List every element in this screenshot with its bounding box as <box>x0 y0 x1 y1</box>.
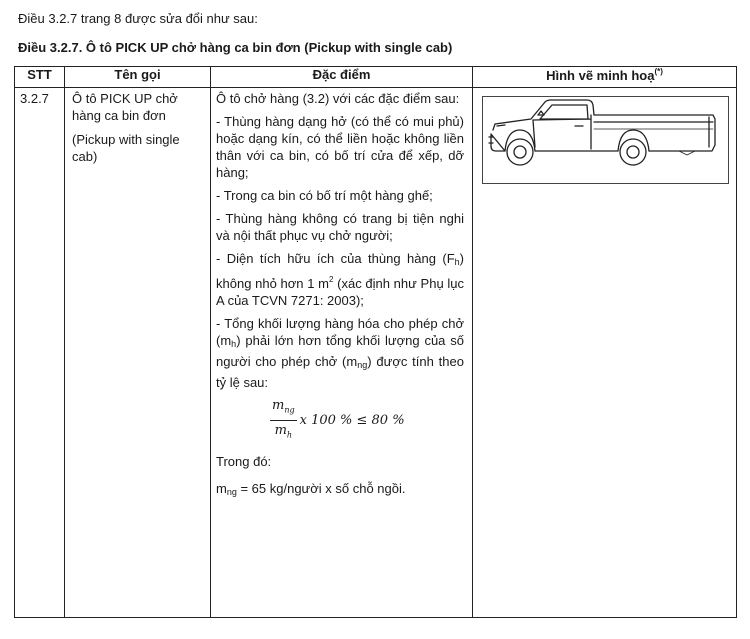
mng-sub: ng <box>226 487 237 498</box>
feature-item-3: - Thùng hàng không có trang bị tiện nghi và nội thất phục vụ chở người; <box>216 211 464 243</box>
feature-5-part-b: ) phải lớn hơn tổng khối lượng của số người cho phép chở (m <box>216 333 464 369</box>
table-row <box>15 88 737 618</box>
name-english: (Pickup with single cab) <box>72 132 180 164</box>
row-stt: 3.2.7 <box>15 88 65 618</box>
feature-4-sub: h <box>454 257 460 267</box>
ratio-formula <box>216 397 464 443</box>
row-figure <box>473 88 737 618</box>
header-figure-label: Hình vẽ minh hoạ <box>546 68 655 83</box>
header-stt: STT <box>15 67 65 88</box>
feature-4-part-c: (xác định như Phụ lục A của TCVN 7271: 2003); <box>216 276 465 308</box>
formula-fraction <box>270 397 297 443</box>
denominator-sub: h <box>286 430 293 440</box>
figure-frame <box>482 96 729 184</box>
feature-4-part-a: - Diện tích hữu ích của thùng hàng (F <box>216 251 455 266</box>
numerator-sub: ng <box>284 405 295 415</box>
feature-5-sub-1: h <box>231 339 237 349</box>
row-name <box>65 88 211 618</box>
formula-rest: x 100 % ≤ 80 % <box>299 412 405 428</box>
feature-item-1: - Thùng hàng dạng hở (có thể có mui phủ) hoặc dạng kín, có thể liền hoặc không liền thân với ca bin, có bố trí cửa để xếp, dỡ hàng; <box>216 114 464 180</box>
definition-table <box>14 66 737 618</box>
row-feature <box>211 88 473 618</box>
where-label: Trong đó: <box>216 454 272 470</box>
feature-5-sub-2: ng <box>357 360 368 370</box>
feature-4-part-b: ) không nhỏ hơn 1 m <box>216 251 464 291</box>
feature-5-part-a: - Tổng khối lượng hàng hóa cho phép chở (m <box>216 316 464 348</box>
feature-intro: Ô tô chở hàng (3.2) với các đặc điểm sau: <box>216 91 460 106</box>
feature-5-part-c: ) được tính theo tỷ lệ sau: <box>216 354 464 390</box>
feature-item-4 <box>216 250 464 309</box>
intro-text: Điều 3.2.7 trang 8 được sửa đổi như sau: <box>18 11 258 26</box>
feature-4-sup: 2 <box>328 275 334 284</box>
mng-definition <box>216 480 464 501</box>
header-name: Tên gọi <box>65 67 211 88</box>
mng-var: m <box>216 481 227 497</box>
header-figure-note: (*) <box>654 67 663 76</box>
feature-item-2: - Trong ca bin có bố trí một hàng ghế; <box>216 188 433 203</box>
name-vietnamese: Ô tô PICK UP chở hàng ca bin đơn <box>72 91 178 123</box>
header-feature: Đặc điểm <box>211 67 473 88</box>
numerator-var: m <box>272 398 285 413</box>
table-header-row <box>15 67 737 88</box>
formula-denominator <box>275 421 292 444</box>
formula-numerator <box>270 397 297 421</box>
denominator-var: m <box>274 422 287 438</box>
pickup-truck-illustration <box>483 97 728 183</box>
feature-item-5 <box>216 315 464 391</box>
section-heading: Điều 3.2.7. Ô tô PICK UP chở hàng ca bin đơn (Pickup with single cab) <box>18 40 453 55</box>
mng-rest: = 65 kg/người x số chỗ ngồi. <box>236 481 406 497</box>
header-figure <box>473 67 737 88</box>
